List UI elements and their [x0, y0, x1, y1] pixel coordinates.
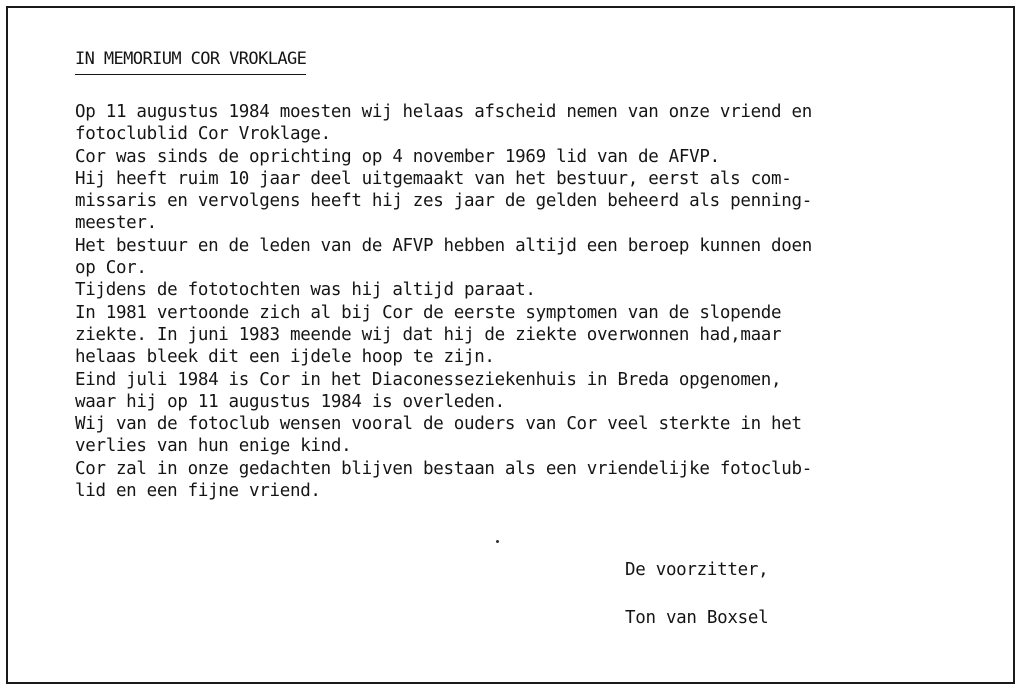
signature-block	[625, 560, 768, 630]
body-line: Cor zal in onze gedachten blijven bestaan als een vriendelijke fotoclub-	[75, 458, 812, 479]
document-body	[75, 101, 955, 502]
body-line: Op 11 augustus 1984 moesten wij helaas afscheid nemen van onze vriend en	[75, 102, 812, 122]
body-line: Het bestuur en de leden van de AFVP hebben altijd een beroep kunnen doen	[75, 235, 812, 256]
body-line: helaas bleek dit een ijdele hoop te zijn.	[75, 347, 495, 368]
body-line: ziekte. In juni 1983 meende wij dat hij de ziekte overwonnen had,maar	[75, 324, 782, 345]
memorial-document	[75, 48, 955, 502]
document-heading: IN MEMORIUM COR VROKLAGE	[75, 48, 306, 75]
closing-line: De voorzitter,	[625, 560, 769, 580]
body-line: Eind juli 1984 is Cor in het Diaconesseziekenhuis in Breda opgenomen,	[75, 369, 782, 390]
body-line: meester.	[75, 213, 157, 234]
body-line: lid en een fijne vriend.	[75, 481, 321, 502]
body-line: Wij van de fotoclub wensen vooral de ouders van Cor veel sterkte in het	[75, 414, 802, 435]
ink-speck	[496, 540, 499, 543]
body-line: Hij heeft ruim 10 jaar deel uitgemaakt van het bestuur, eerst als com-	[75, 168, 792, 189]
body-line: fotoclublid Cor Vroklage.	[75, 124, 331, 145]
body-line: verlies van hun enige kind.	[75, 436, 352, 457]
body-line: op Cor.	[75, 258, 147, 279]
body-line: missaris en vervolgens heeft hij zes jaar de gelden beheerd als penning-	[75, 191, 812, 212]
body-line: Cor was sinds de oprichting op 4 november 1969 lid van de AFVP.	[75, 146, 720, 167]
body-line: In 1981 vertoonde zich al bij Cor de eerste symptomen van de slopende	[75, 302, 782, 323]
body-line: Tijdens de fototochten was hij altijd paraat.	[75, 280, 536, 301]
signatory-name: Ton van Boxsel	[625, 608, 769, 628]
body-line: waar hij op 11 augustus 1984 is overleden.	[75, 391, 505, 412]
